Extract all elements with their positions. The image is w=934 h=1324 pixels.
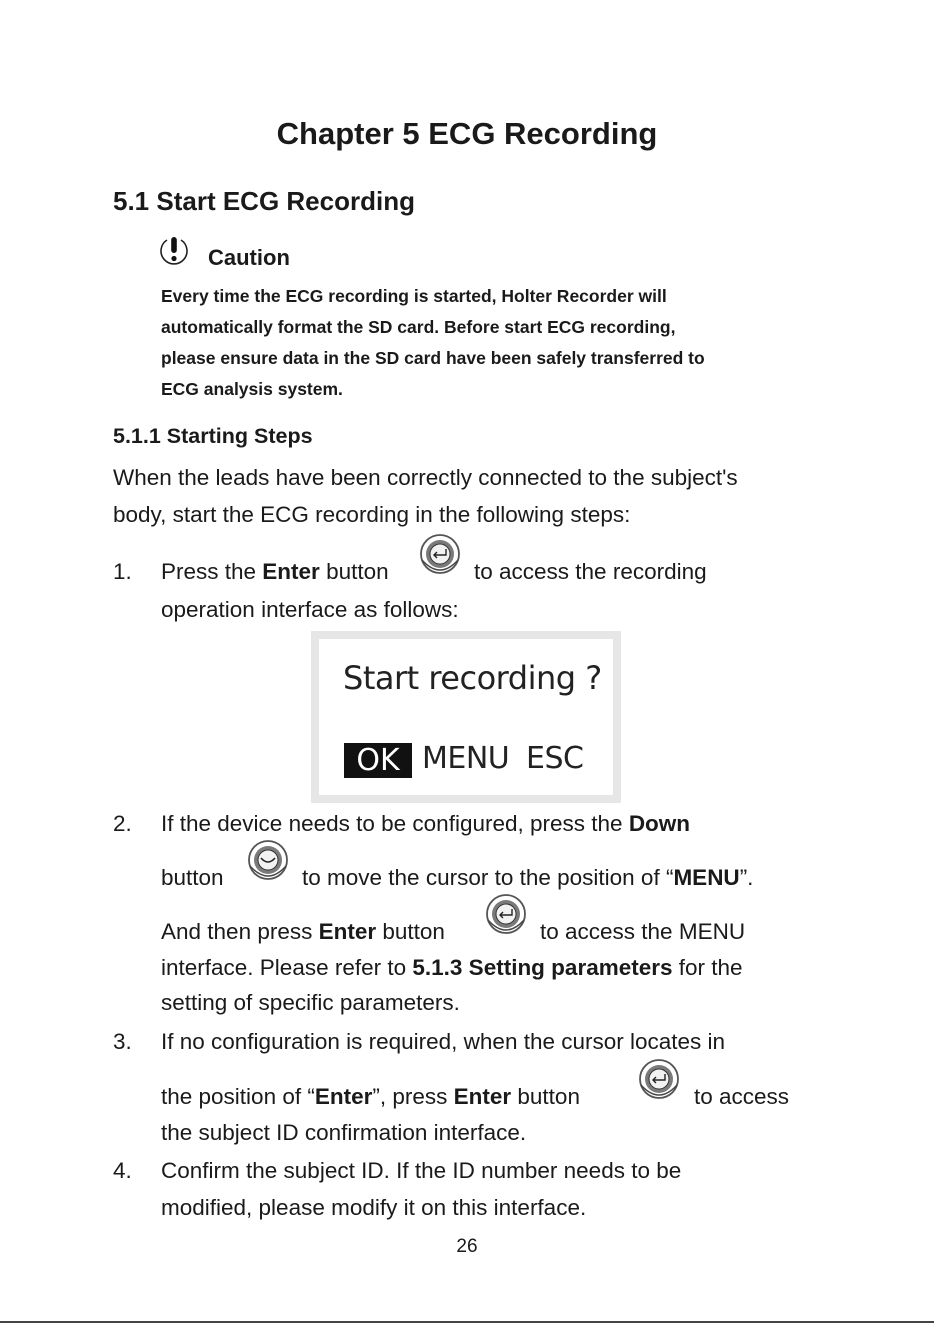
caution-label: Caution [208, 245, 290, 270]
intro-line: body, start the ECG recording in the following steps: [113, 502, 631, 527]
step-text: to access the MENU [540, 919, 746, 944]
down-button-icon [246, 840, 290, 884]
enter-button-icon [637, 1059, 681, 1103]
step-text: the position of “Enter”, press Enter button [161, 1084, 580, 1109]
step-text: the subject ID confirmation interface. [161, 1120, 527, 1145]
step-text: operation interface as follows: [161, 597, 459, 622]
intro-line: When the leads have been correctly connected to the subject's [113, 465, 738, 490]
caution-text-line: Every time the ECG recording is started, Holter Recorder will [161, 286, 667, 306]
screen-option-esc: ESC [526, 741, 584, 776]
step-text: Press the Enter button [161, 559, 389, 584]
page-number: 26 [456, 1236, 478, 1257]
step-number: 2. [113, 811, 132, 836]
step-text: setting of specific parameters. [161, 990, 460, 1015]
caution-text-line: ECG analysis system. [161, 379, 343, 399]
subsection-title: 5.1.1 Starting Steps [113, 424, 313, 448]
step-text: If no configuration is required, when the cursor locates in [161, 1029, 726, 1054]
caution-text-line: please ensure data in the SD card have been safely transferred to [161, 348, 705, 368]
section-title: 5.1 Start ECG Recording [113, 186, 415, 216]
step-text: interface. Please refer to 5.1.3 Setting parameters for the [161, 955, 743, 980]
screen-prompt: Start recording ? [343, 659, 602, 697]
step-text: to move the cursor to the position of “MENU”. [302, 865, 754, 890]
enter-button-icon [484, 894, 528, 938]
step-text: Confirm the subject ID. If the ID number needs to be [161, 1158, 682, 1183]
step-text: button [161, 865, 224, 890]
step-text: to access the recording [474, 559, 707, 584]
step-text: to access [694, 1084, 790, 1109]
caution-text-line: automatically format the SD card. Before start ECG recording, [161, 317, 676, 337]
step-text: modified, please modify it on this interface. [161, 1195, 587, 1220]
step-text: If the device needs to be configured, press the Down [161, 811, 691, 836]
step-number: 1. [113, 559, 132, 584]
enter-button-icon [418, 534, 462, 578]
step-number: 3. [113, 1029, 132, 1054]
page-bottom-border [0, 1321, 934, 1323]
step-number: 4. [113, 1158, 132, 1183]
screen-option-ok: OK [344, 743, 412, 778]
device-screen [311, 631, 621, 803]
chapter-title: Chapter 5 ECG Recording [276, 116, 658, 151]
step-text: And then press Enter button [161, 919, 445, 944]
screen-option-menu: MENU [422, 741, 510, 776]
exclamation-circle-icon [159, 236, 189, 266]
